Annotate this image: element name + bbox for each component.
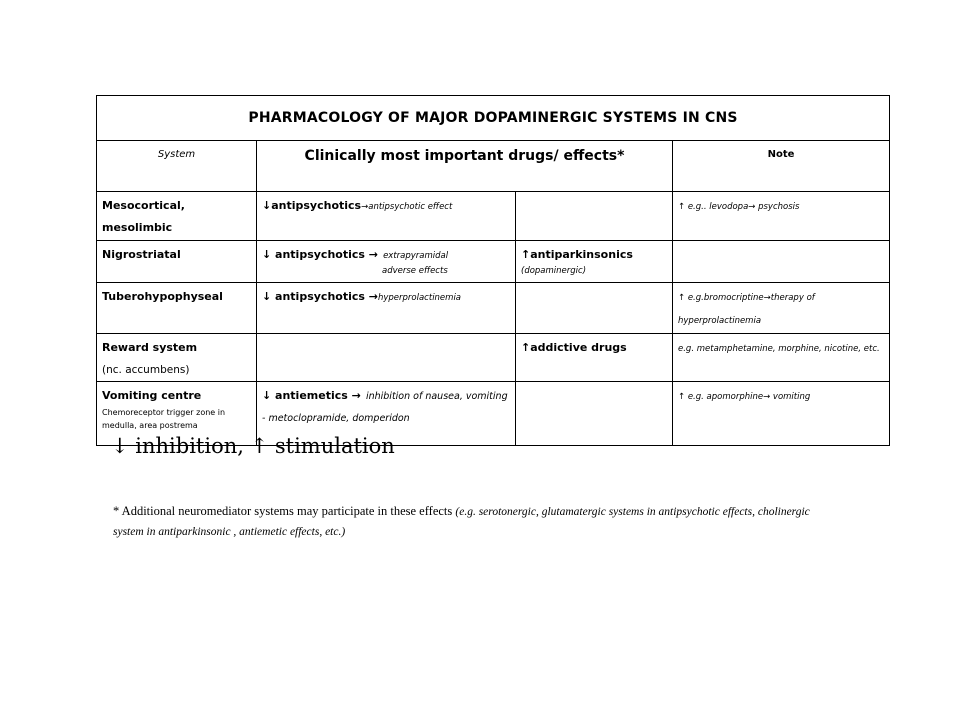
note-cell	[673, 382, 890, 446]
inhibition-drug: ↓ antiemetics →	[262, 389, 361, 402]
legend: ↓ inhibition, ↑ stimulation	[111, 434, 395, 458]
header-row	[97, 141, 890, 192]
system-name: Reward system	[102, 341, 198, 354]
stimulation-cell	[516, 283, 673, 334]
system-cell	[97, 334, 257, 382]
footnote	[113, 502, 843, 542]
system-cell	[97, 192, 257, 241]
note-text: ↑ e.g. apomorphine→ vomiting	[678, 392, 811, 402]
stimulation-cell	[516, 241, 673, 283]
table-row	[97, 241, 890, 283]
system-cell	[97, 283, 257, 334]
inhibition-drug: ↓ antipsychotics →	[262, 248, 378, 261]
system-name: Nigrostriatal	[102, 248, 181, 261]
stimulation-cell	[516, 334, 673, 382]
inhibition-cell	[257, 241, 516, 283]
stimulation-cell	[516, 192, 673, 241]
header-drugs: Clinically most important drugs/ effects*	[257, 141, 673, 192]
note-text: ↑ e.g.bromocriptine→therapy of hyperprolactinemia	[678, 293, 815, 326]
stimulation-drug: ↑addictive drugs	[521, 341, 627, 354]
system-name: Mesocortical, mesolimbic	[102, 199, 185, 234]
inhibition-cell	[257, 192, 516, 241]
inhibition-effect: hyperprolactinemia	[377, 293, 462, 303]
title-row	[97, 96, 890, 141]
system-cell	[97, 241, 257, 283]
note-text: e.g. metamphetamine, morphine, nicotine, etc.	[678, 344, 880, 354]
table-title: PHARMACOLOGY OF MAJOR DOPAMINERGIC SYSTEMS IN CNS	[97, 96, 890, 141]
note-cell	[673, 192, 890, 241]
note-cell	[673, 283, 890, 334]
table-row	[97, 334, 890, 382]
system-name: Vomiting centre	[102, 389, 202, 402]
inhibition-drug: ↓ antipsychotics →	[262, 290, 378, 303]
note-cell	[673, 334, 890, 382]
stimulation-effect: (dopaminergic)	[521, 266, 587, 276]
table-row	[97, 283, 890, 334]
inhibition-effect: inhibition of nausea, vomiting - metoclopramide, domperidon	[262, 391, 508, 424]
system-subtitle: (nc. accumbens)	[102, 364, 190, 376]
header-system: System	[97, 141, 257, 192]
inhibition-effect-2: adverse effects	[382, 266, 448, 276]
footnote-text: * Additional neuromediator systems may participate in these effects	[113, 504, 453, 518]
pharmacology-table	[96, 95, 890, 446]
inhibition-drug: ↓antipsychotics	[262, 199, 362, 212]
inhibition-cell	[257, 283, 516, 334]
inhibition-effect: →antipsychotic effect	[361, 202, 453, 212]
header-note: Note	[673, 141, 890, 192]
system-name: Tuberohypophyseal	[102, 290, 223, 303]
stimulation-drug: ↑antiparkinsonics	[521, 248, 633, 261]
stimulation-cell	[516, 382, 673, 446]
table-row	[97, 192, 890, 241]
note-cell	[673, 241, 890, 283]
system-subtitle: Chemoreceptor trigger zone in medulla, area postrema	[102, 408, 226, 430]
footnote-italic: (e.g. serotonergic, glutamatergic systems in antipsychotic effects, cholinergic system in antiparkinsonic , antiemetic effects, etc.)	[113, 506, 810, 538]
inhibition-cell	[257, 334, 516, 382]
inhibition-effect: extrapyramidal	[383, 251, 449, 261]
note-text: ↑ e.g.. levodopa→ psychosis	[678, 202, 800, 212]
